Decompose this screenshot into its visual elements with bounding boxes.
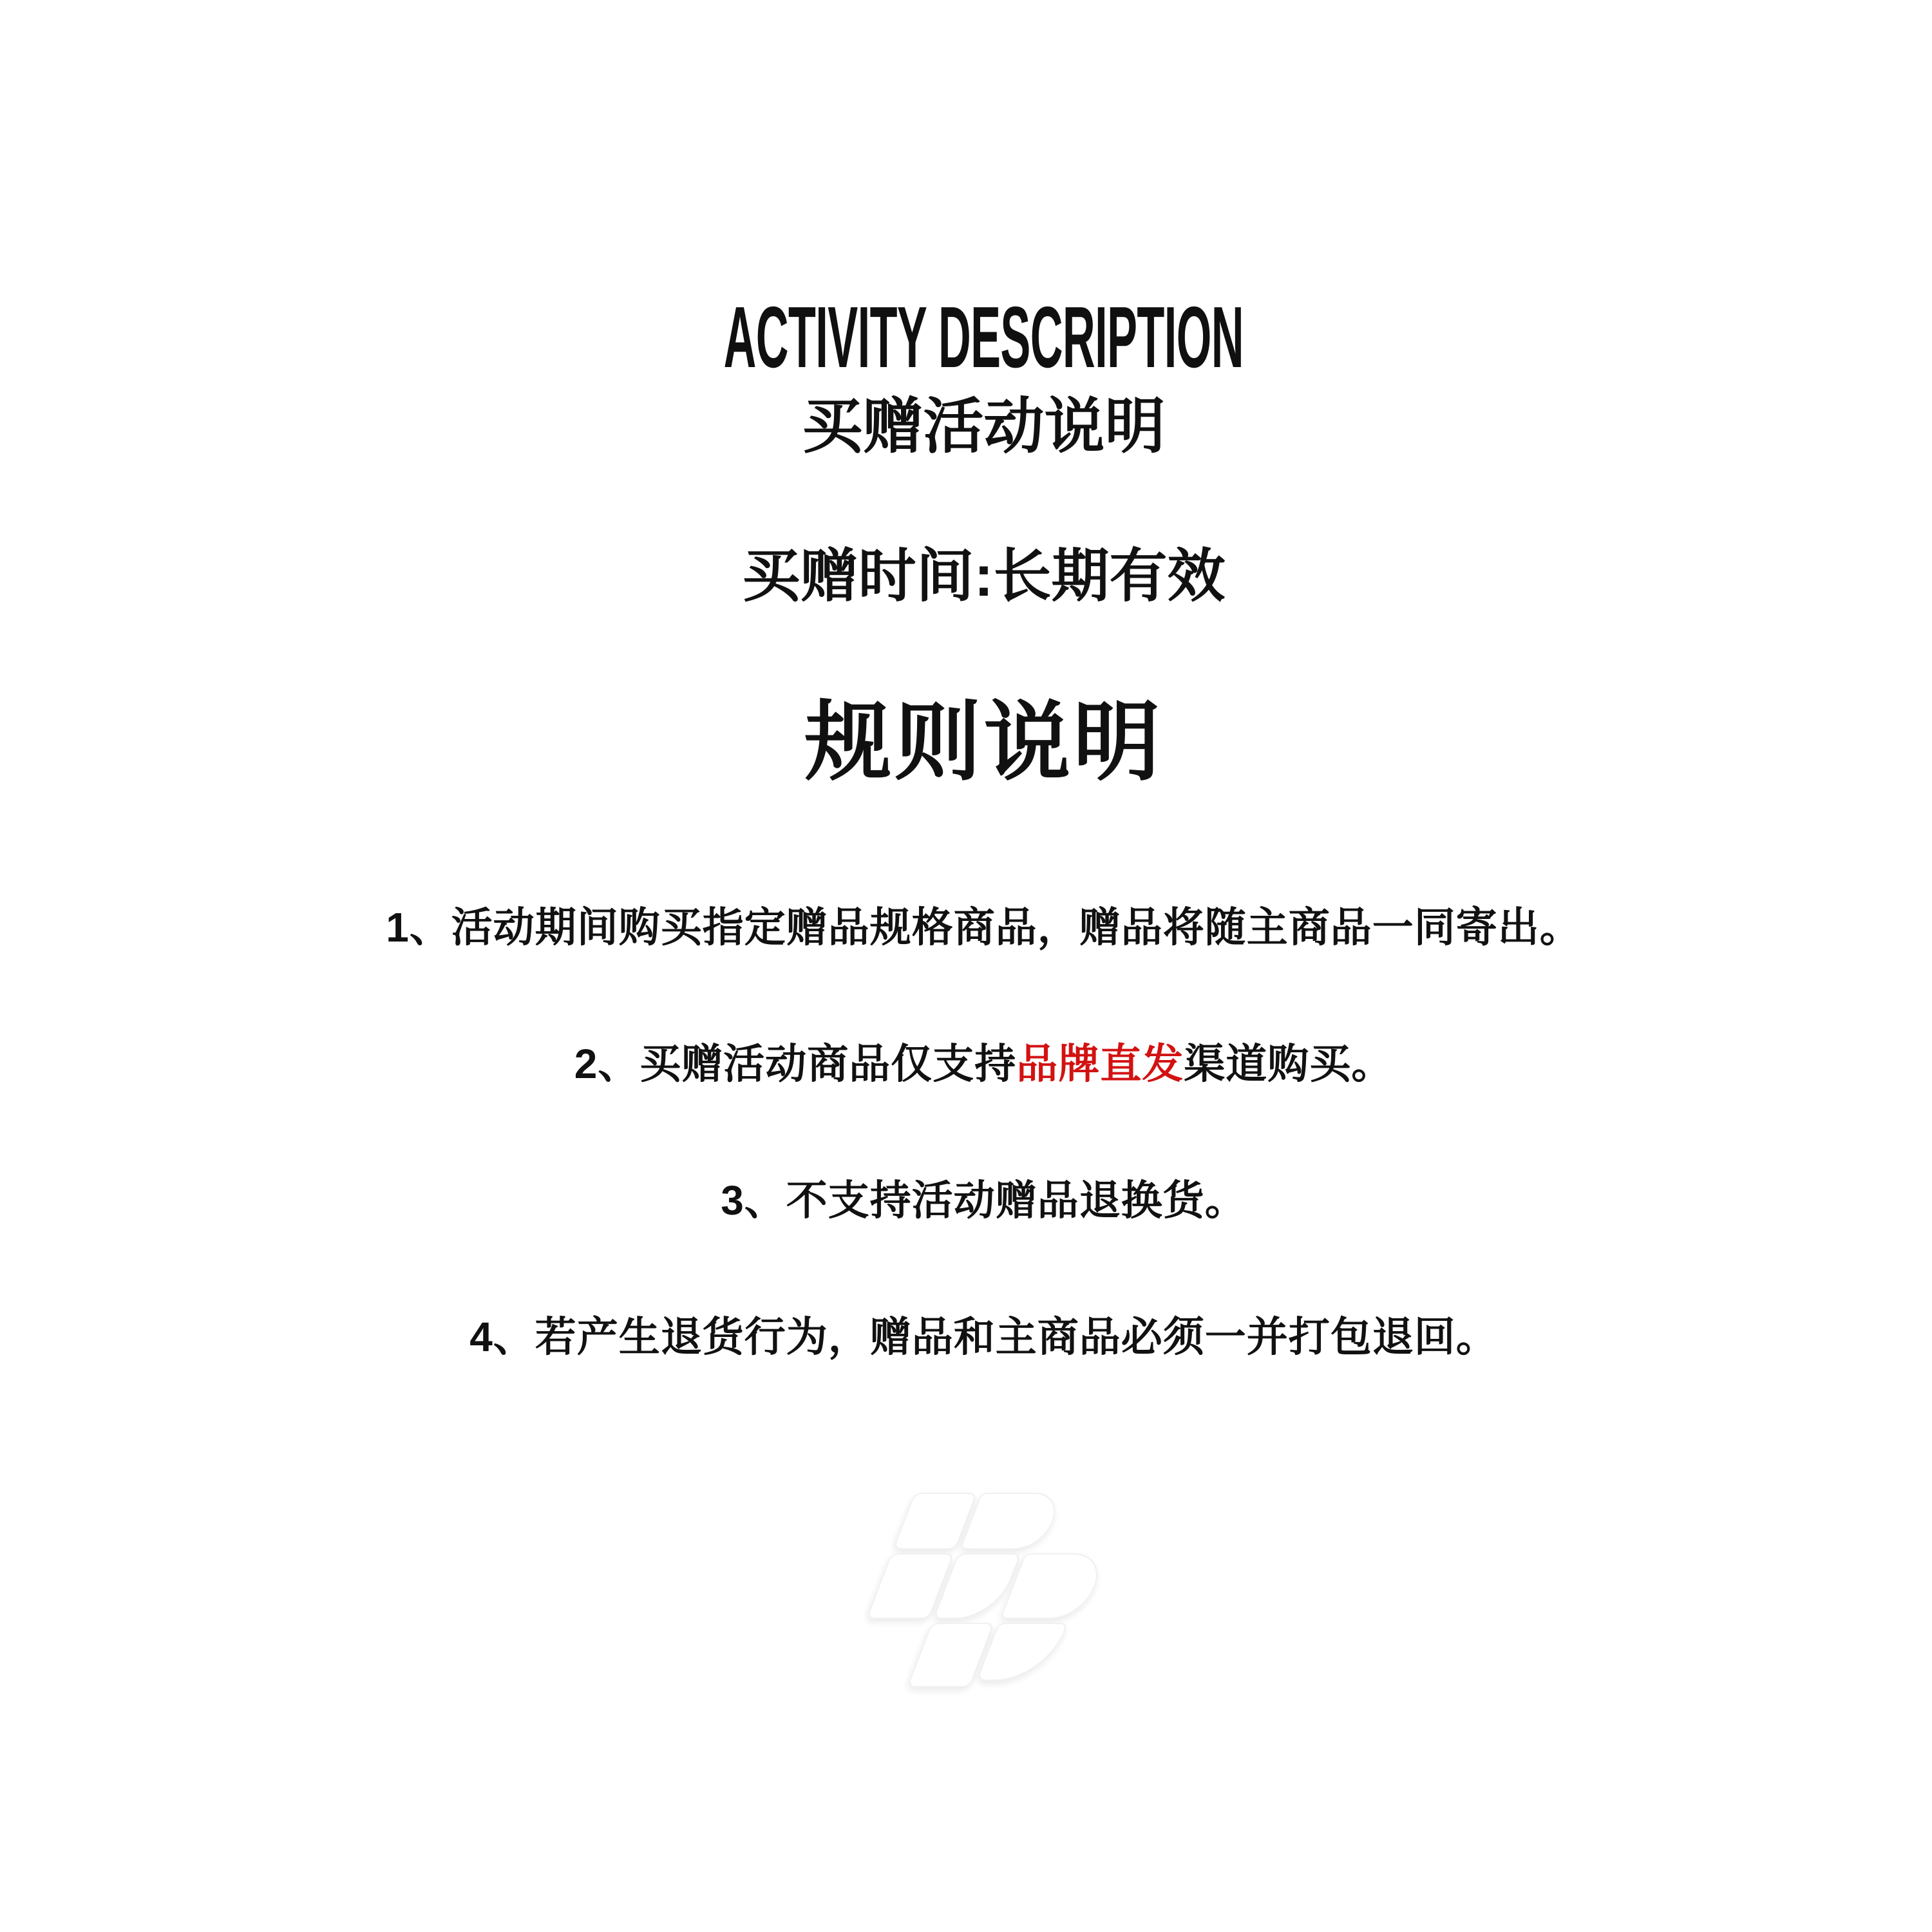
rule-item-1: 1、活动期间购买指定赠品规格商品，赠品将随主商品一同寄出。 xyxy=(386,904,1582,951)
brand-logo-watermark-icon xyxy=(840,1493,1133,1686)
rule-item-2 xyxy=(35,1041,1932,1087)
page-title-cn: 买赠活动说明 xyxy=(802,392,1166,460)
logo-tile xyxy=(960,1493,1064,1549)
rule-item-4: 4、若产生退货行为，赠品和主商品必须一并打包退回。 xyxy=(469,1314,1498,1360)
rules-heading: 规则说明 xyxy=(804,694,1163,791)
activity-time-line: 买赠时间:长期有效 xyxy=(742,544,1226,609)
rule-2-prefix: 2、买赠活动商品仅支持 xyxy=(574,1041,1017,1087)
rule-2-suffix: 渠道购买。 xyxy=(1184,1041,1394,1087)
rule-2-highlight: 品牌直发 xyxy=(1016,1041,1184,1087)
rule-item-3: 3、不支持活动赠品退换货。 xyxy=(721,1177,1247,1224)
page-title-en xyxy=(35,289,1932,386)
page-title-en-text: ACTIVITY DESCRIPTION xyxy=(723,289,1244,386)
